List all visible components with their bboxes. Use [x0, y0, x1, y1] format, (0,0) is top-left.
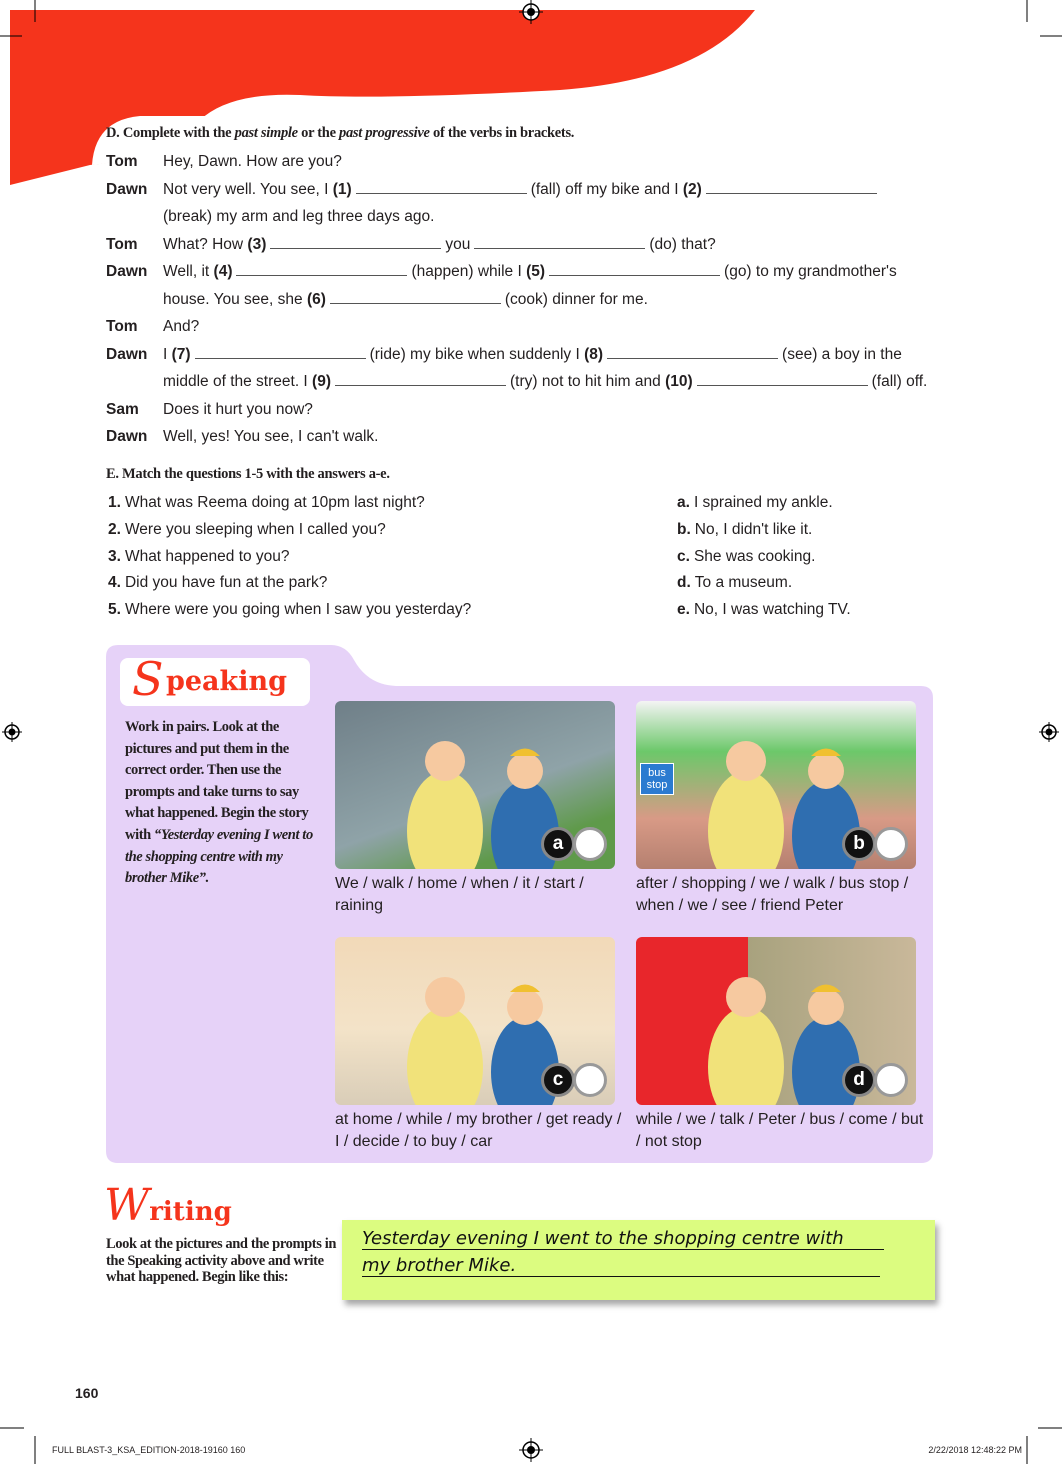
answer-blank[interactable] — [706, 181, 877, 194]
question-item — [108, 548, 290, 566]
writing-line-1: Yesterday evening I went to the shopping centre with — [362, 1228, 884, 1250]
picture-prompt: at home / while / my brother / get ready / I / decide / to buy / car — [335, 1111, 622, 1150]
registration-mark-icon — [1039, 722, 1059, 742]
story-start-quote: “Yesterday evening I went to the shopping centre with my brother Mike”. — [125, 826, 313, 887]
item-number: (5) — [526, 263, 546, 280]
answer-letter: c. — [677, 547, 690, 565]
item-number: (9) — [312, 373, 331, 390]
writing-instructions: Look at the pictures and the prompts in the Speaking activity above and write what happened. Begin like this: — [106, 1236, 336, 1285]
speaking-title — [120, 652, 310, 706]
footer-file-info: FULL BLAST-3_KSA_EDITION-2018-19160 160 — [52, 1445, 246, 1455]
question-text: What happened to you? — [124, 547, 290, 565]
answer-text: No, I didn't like it. — [694, 520, 813, 538]
line-segment: middle of the street. I — [163, 373, 313, 390]
writing-title — [104, 1180, 232, 1231]
title-rest: riting — [149, 1197, 232, 1227]
order-answer-circle[interactable] — [874, 827, 908, 861]
question-text: Where were you going when I saw you yesterday? — [124, 601, 472, 619]
answer-blank[interactable] — [330, 291, 501, 304]
speaker-name: Dawn — [106, 428, 148, 445]
answer-blank[interactable] — [270, 236, 441, 249]
heading-emphasis: past progressive — [339, 125, 430, 141]
line-segment: Not very well. You see, I — [163, 180, 333, 198]
question-number: 4. — [108, 574, 121, 592]
title-rest: peaking — [166, 666, 288, 697]
question-item — [108, 494, 425, 512]
line-text — [163, 263, 897, 281]
writing-line-2: my brother Mike. — [362, 1255, 880, 1277]
line-segment: (do) that? — [649, 235, 716, 253]
answer-blank[interactable] — [474, 236, 645, 249]
line-text — [163, 428, 378, 446]
speaker-name: Dawn — [106, 263, 148, 280]
item-number: (10) — [665, 373, 693, 390]
item-number: (2) — [682, 180, 702, 198]
question-text: What was Reema doing at 10pm last night? — [124, 494, 425, 511]
line-text — [163, 373, 927, 391]
question-text: Did you have fun at the park? — [124, 574, 328, 592]
crop-marks — [0, 1420, 1062, 1464]
picture-c — [335, 937, 615, 1105]
picture-d — [636, 937, 916, 1105]
footer-timestamp: 2/22/2018 12:48:22 PM — [928, 1445, 1022, 1455]
item-number: (3) — [247, 235, 267, 253]
answer-item — [677, 548, 815, 566]
order-answer-circle[interactable] — [573, 827, 607, 861]
answer-item — [677, 574, 792, 592]
answer-blank[interactable] — [335, 373, 506, 386]
speaker-name: Tom — [106, 235, 138, 253]
question-item — [108, 601, 471, 619]
line-segment: (try) not to hit him and — [510, 373, 666, 390]
exercise-e-heading: E. Match the questions 1-5 with the answers a-e. — [106, 466, 390, 482]
bus-stop-sign: bus stop — [640, 763, 674, 795]
answer-item — [677, 521, 812, 539]
title-initial: W — [104, 1180, 150, 1231]
heading-text: or the — [297, 125, 340, 141]
answer-blank[interactable] — [356, 181, 527, 194]
speaker-name: Dawn — [106, 180, 148, 198]
line-segment: (fall) off. — [871, 373, 928, 390]
answer-text: She was cooking. — [693, 547, 816, 565]
line-segment: (fall) off my bike and I — [530, 180, 683, 198]
line-text — [163, 153, 342, 171]
question-number: 3. — [108, 547, 121, 565]
answer-blank[interactable] — [549, 263, 720, 276]
line-segment: house. You see, she — [163, 290, 307, 308]
question-number: 1. — [108, 494, 121, 511]
answer-blank[interactable] — [195, 346, 366, 359]
picture-label-badge: d — [842, 1063, 876, 1097]
speaker-name: Tom — [106, 318, 138, 335]
heading-text: of the verbs in brackets. — [429, 125, 575, 141]
line-text — [163, 318, 199, 336]
line-segment: Does it hurt you now? — [163, 400, 313, 418]
speaker-name: Dawn — [106, 345, 148, 363]
line-segment: (ride) my bike when suddenly I — [369, 345, 585, 363]
line-segment: (break) my arm and leg three days ago. — [163, 208, 435, 225]
picture-prompt: We / walk / home / when / it / start / raining — [335, 875, 584, 914]
line-text — [163, 401, 313, 419]
answer-letter: b. — [677, 520, 691, 538]
answer-letter: a. — [677, 494, 690, 511]
question-item — [108, 521, 386, 539]
answer-letter: d. — [677, 574, 691, 592]
order-answer-circle[interactable] — [573, 1063, 607, 1097]
answer-text: To a museum. — [694, 574, 793, 592]
item-number: (1) — [332, 180, 352, 198]
line-text — [163, 181, 881, 199]
header-swoosh — [0, 0, 1062, 200]
instructions-text: Work in pairs. Look at the pictures and put them in the correct order. Then use the prompts and take turns to say what happened. Begin the story with — [125, 719, 309, 843]
page-number: 160 — [75, 1385, 99, 1401]
line-segment: Well, yes! You see, I can't walk. — [163, 428, 379, 445]
question-text: Were you sleeping when I called you? — [124, 520, 386, 538]
title-initial: S — [132, 652, 164, 706]
answer-text: No, I was watching TV. — [693, 601, 851, 619]
question-number: 5. — [108, 601, 121, 619]
answer-blank[interactable] — [697, 373, 868, 386]
picture-a — [335, 701, 615, 869]
line-text — [163, 236, 716, 254]
line-segment: (happen) while I — [411, 263, 527, 280]
answer-blank[interactable] — [607, 346, 778, 359]
speaking-instructions — [125, 717, 321, 890]
picture-label-badge: a — [541, 827, 575, 861]
picture-label-badge: b — [842, 827, 876, 861]
registration-mark-icon — [2, 722, 22, 742]
question-item — [108, 574, 327, 592]
picture-prompt: after / shopping / we / walk / bus stop / when / we / see / friend Peter — [636, 875, 909, 914]
line-segment: (cook) dinner for me. — [504, 290, 648, 308]
heading-text: D. Complete with the — [106, 125, 235, 141]
item-number: (8) — [584, 345, 604, 363]
heading-emphasis: past simple — [234, 125, 298, 141]
line-segment: I — [163, 345, 172, 363]
item-number: (6) — [306, 290, 326, 308]
exercise-d-heading — [106, 125, 574, 142]
answer-item — [677, 601, 851, 619]
item-number: (4) — [213, 263, 233, 280]
answer-blank[interactable] — [236, 263, 407, 276]
speaker-name: Sam — [106, 400, 139, 418]
line-segment: And? — [163, 318, 200, 335]
writing-note — [342, 1220, 935, 1300]
question-number: 2. — [108, 520, 121, 538]
picture-prompt: while / we / talk / Peter / bus / come / but / not stop — [636, 1111, 924, 1150]
line-segment: (go) to my grandmother's — [724, 263, 897, 280]
speaker-name: Tom — [106, 153, 138, 170]
line-segment: you — [445, 235, 471, 253]
speaking-section — [106, 645, 933, 1163]
answer-letter: e. — [677, 601, 690, 619]
line-segment: (see) a boy in the — [782, 345, 902, 363]
line-segment: What? How — [163, 235, 248, 253]
line-segment: Well, it — [163, 263, 214, 280]
order-answer-circle[interactable] — [874, 1063, 908, 1097]
picture-label-badge: c — [541, 1063, 575, 1097]
line-text — [163, 208, 434, 226]
line-text — [163, 346, 902, 364]
line-segment: Hey, Dawn. How are you? — [163, 153, 342, 170]
answer-text: I sprained my ankle. — [693, 494, 833, 511]
item-number: (7) — [171, 345, 191, 363]
answer-item — [677, 494, 833, 512]
picture-b — [636, 701, 916, 869]
line-text — [163, 291, 648, 309]
